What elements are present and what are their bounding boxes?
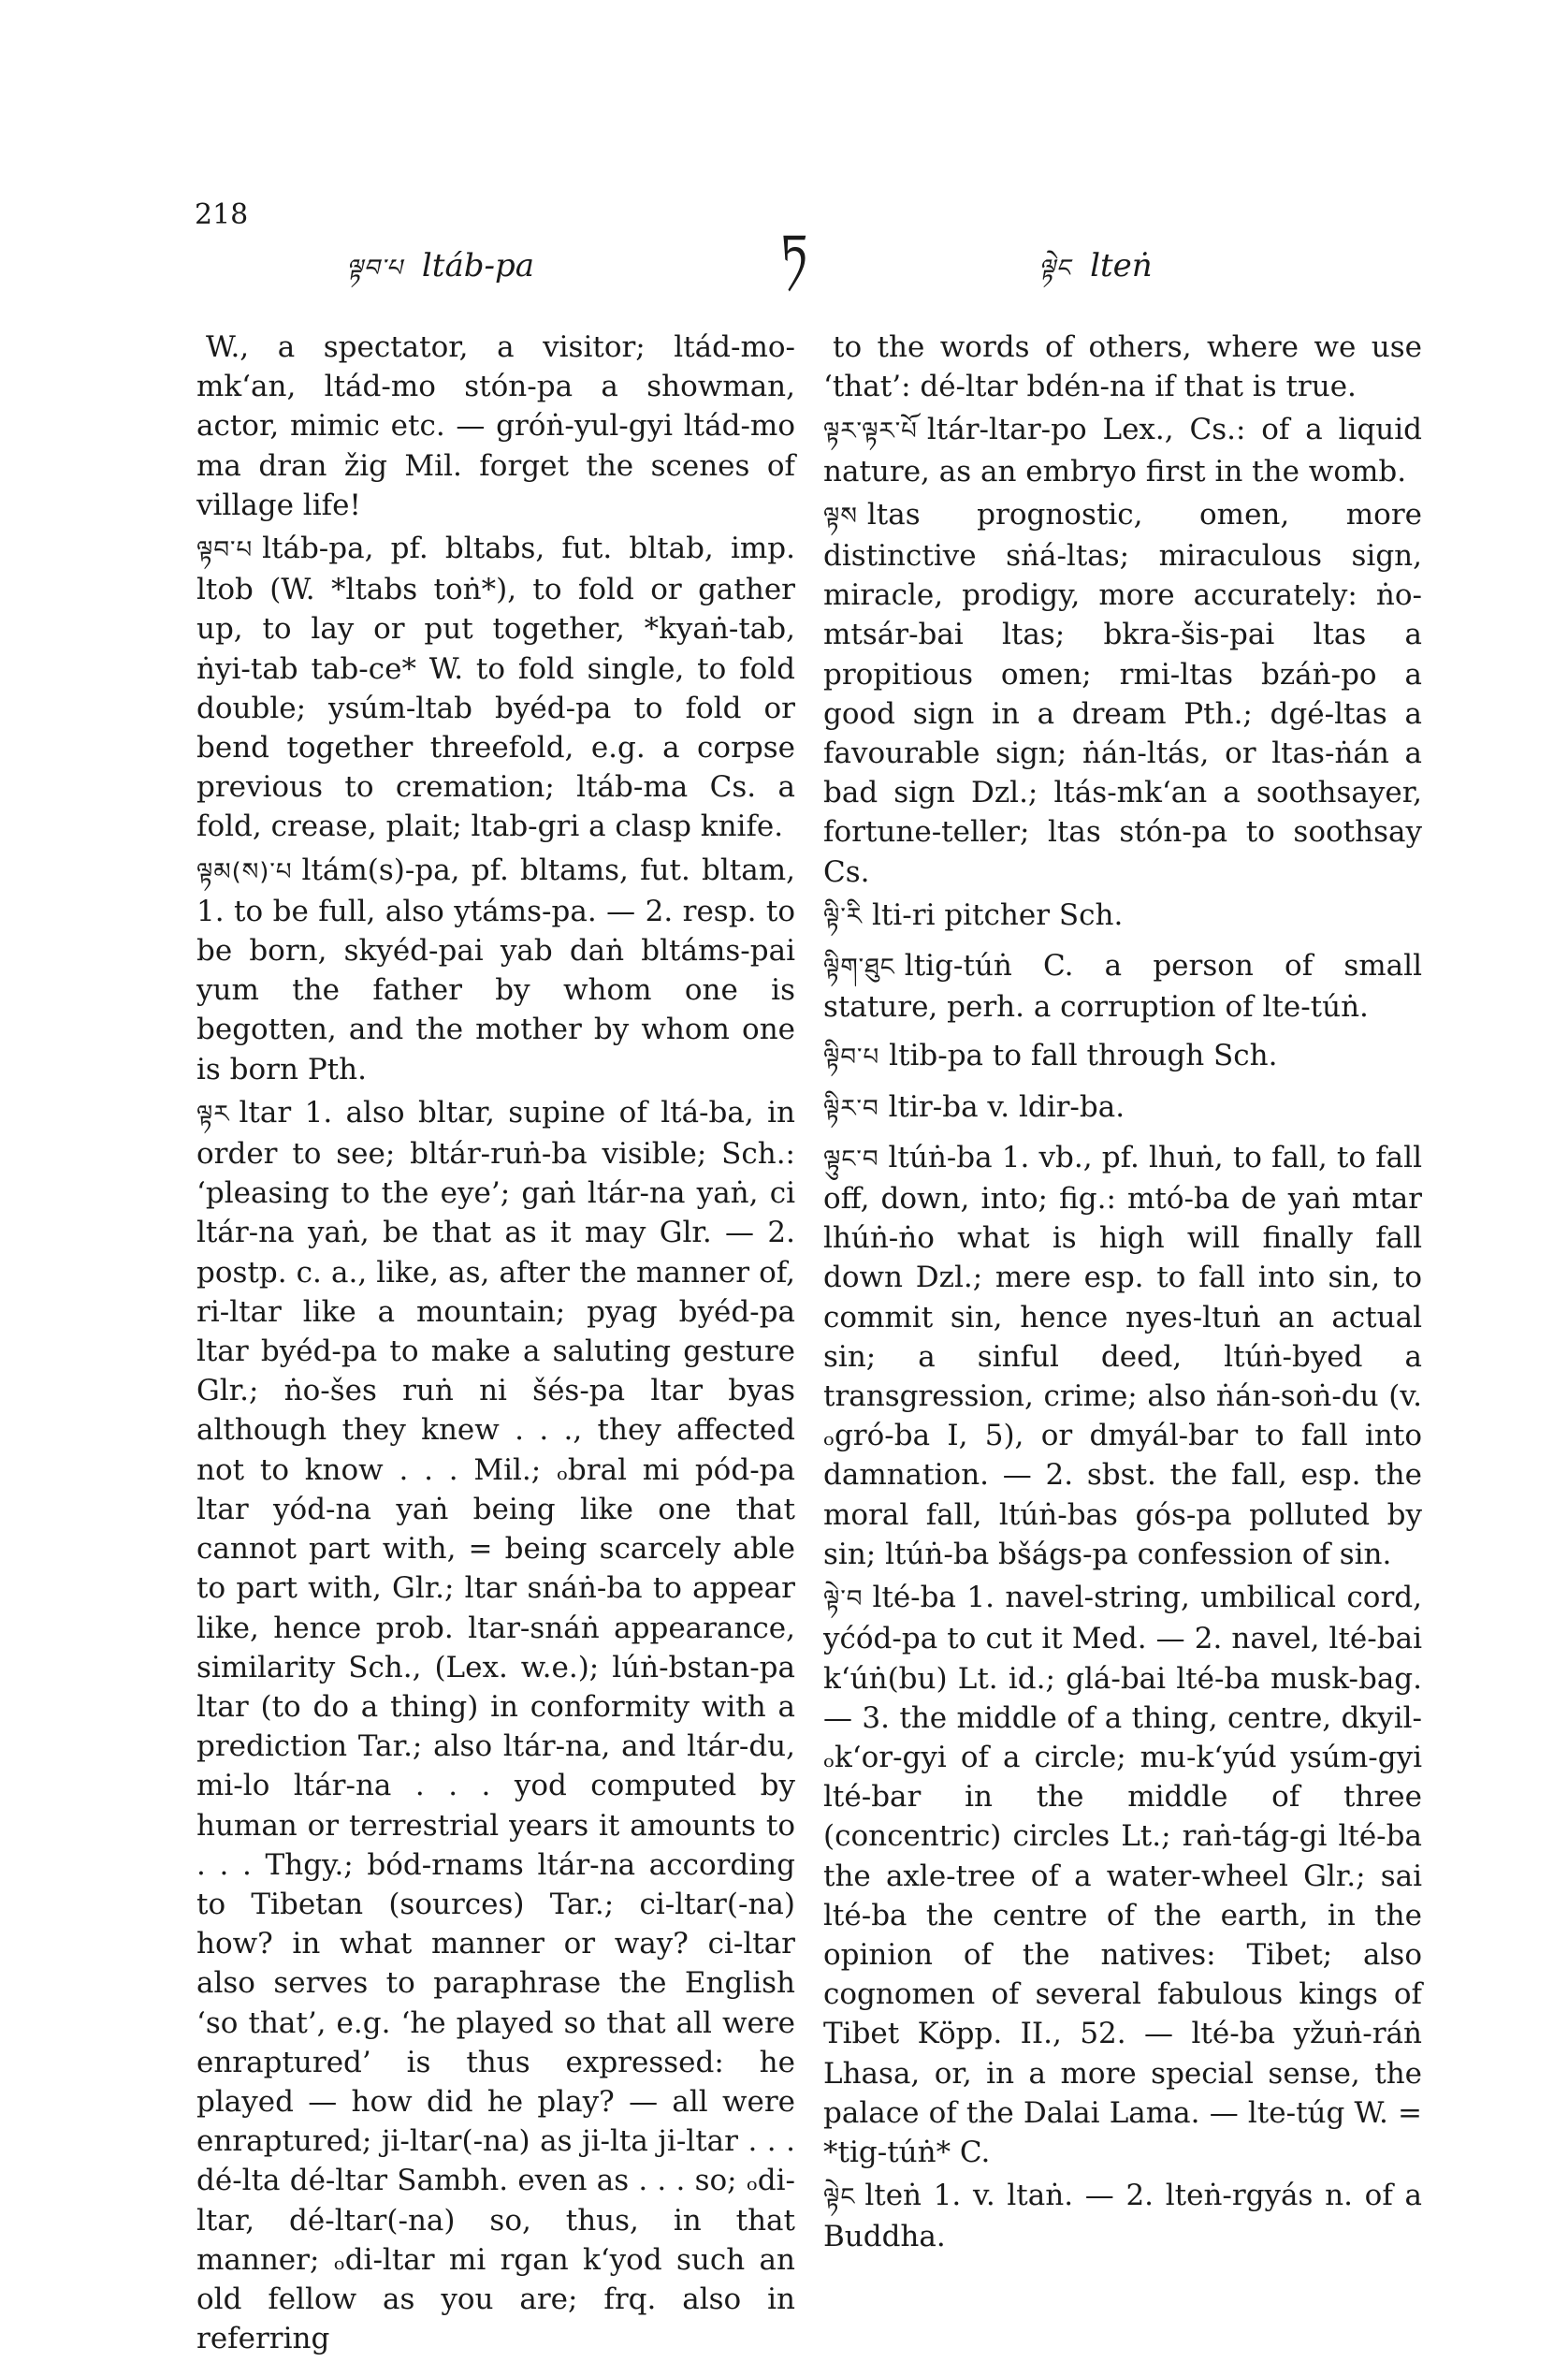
dictionary-entry <box>823 1578 1422 2172</box>
entry-headword: ལྟས <box>823 502 858 531</box>
dictionary-entry <box>196 328 795 525</box>
entry-text: ltas prognostic, omen, more distinctive sṅá-ltas; miraculous sign, miracle, prodigy, more accurately: ṅo-mtsár-bai ltas; bkra-šis-pai ltas a propitious omen; rmi-ltas bzáṅ-po a good sign in a dream Pth.; dgé-ltas a favourable sign; ṅán-ltás, or ltas-ṅán a bad sign Dzl.; ltás-mkʻan a soothsayer, fortune-teller; ltas stón-pa to soothsay Cs. <box>823 497 1422 889</box>
entry-text: to the words of others, where we use ‘that’: dé-ltar bdén-na if that is true. <box>823 330 1422 404</box>
entry-headword: ལྟར་ལྟར་པོ <box>823 417 918 446</box>
entry-headword: ལྟེ་བ <box>823 1585 864 1614</box>
entry-text: ltar 1. also bltar, supine of ltá-ba, in order to see; bltár-ruṅ-ba visible; Sch.: ‘pleasing to the eye’; gaṅ ltár-na yaṅ, ci ltár-na yaṅ, be that as it may Glr. — 2. postp. c. a., like, as, after the manner of, ri-ltar like a mountain; pyag byéd-pa ltar byéd-pa to make a saluting gesture Glr.; ṅo-šes ruṅ ni šés-pa ltar byas although they knew . . ., they affected not to know . . . Mil.; ₒbral mi pód-pa ltar yód-na yaṅ being like one that cannot part with, = being scarcely able to part with, Glr.; ltar snáṅ-ba to appear like, hence prob. ltar-snáṅ appearance, similarity Sch., (Lex. w.e.); lúṅ-bstan-pa ltar (to do a thing) in conformity with a prediction Tar.; also ltár-na, and ltár-du, mi-lo ltár-na . . . yod computed by human or terrestrial years it amounts to . . . Thgy.; bód-rnams ltár-na according to Tibetan (sources) Tar.; ci-ltar(-na) how? in what manner or way? ci-ltar also serves to paraphrase the English ‘so that’, e.g. ‘he played so that all were enraptured’ is thus expressed: he played — how did he play? — all were enraptured; ji-ltar(-na) as ji-lta ji-ltar . . . dé-lta dé-ltar Sambh. even as . . . so; ₒdi-ltar, dé-ltar(-na) so, thus, in that manner; ₒdi-ltar mi rgan kʻyod such an old fellow as you are; frq. also in referring <box>196 1095 795 2356</box>
entry-text: lteṅ 1. v. ltaṅ. — 2. lteṅ-rgyás n. of a Buddha. <box>823 2179 1422 2254</box>
entry-text: ltib-pa to fall through Sch. <box>889 1039 1278 1073</box>
dictionary-entry <box>823 2176 1422 2256</box>
running-head-left-roman: ltáb-pa <box>421 247 535 284</box>
dictionary-entry <box>823 946 1422 1027</box>
dictionary-entry <box>196 529 795 847</box>
entry-headword: ལྟེང <box>823 2183 856 2212</box>
right-column <box>823 328 1422 2261</box>
dictionary-entry <box>196 1093 795 2359</box>
entry-text: ltir-ba v. ldir-ba. <box>888 1089 1125 1124</box>
entry-text: ltúṅ-ba 1. vb., pf. lhuṅ, to fall, to fall off, down, into; fig.: mtó-ba de yaṅ mtar lhúṅ-ṅo what is high will finally fall down Dzl.; mere esp. to fall into sin, to commit sin, hence nyes-ltuṅ an actual sin; a sinful deed, ltúṅ-byed a transgression, crime; also ṅán-soṅ-du (v. ₒgró-ba I, 5), or dmyál-bar to fall into damnation. — 2. sbst. the fall, esp. the moral fall, ltúṅ-bas gós-pa polluted by sin; ltúṅ-ba bšágs-pa confession of sin. <box>823 1140 1422 1571</box>
entry-text: ltám(s)-pa, pf. bltams, fut. bltam, 1. to be full, also ytáms-pa. — 2. resp. to be born, skyéd-pai yab daṅ bltáms-pai yum the father by whom one is begotten, and the mother by whom one is born Pth. <box>196 853 795 1086</box>
running-head-right-tibetan: ལྟེང <box>1038 255 1071 283</box>
section-letter: ཏ <box>780 225 808 281</box>
entry-headword: ལྟབ་པ <box>196 536 254 565</box>
entry-headword: ལྟུང་བ <box>823 1145 879 1174</box>
dictionary-entry <box>823 495 1422 892</box>
running-head-left <box>346 241 534 310</box>
running-head-left-tibetan: ལྟབ་པ <box>346 255 403 283</box>
entry-text: lti-ri pitcher Sch. <box>871 897 1124 932</box>
entry-headword: ལྟར <box>196 1100 230 1129</box>
running-head-right-roman: lteṅ <box>1090 247 1153 284</box>
entry-text: ltár-ltar-po Lex., Cs.: of a liquid nature, as an embryo first in the womb. <box>823 413 1422 488</box>
dictionary-entry <box>823 1087 1422 1129</box>
entry-headword: ལྟིག་ཐུང <box>823 954 895 983</box>
dictionary-entry <box>196 851 795 1089</box>
page-number: 218 <box>195 198 249 231</box>
entry-headword: ལྟམ(ས)་པ <box>196 857 293 886</box>
entry-text: ltig-túṅ C. a person of small stature, perh. a corruption of lte-túṅ. <box>823 949 1422 1025</box>
running-head-right <box>1038 241 1153 310</box>
entry-headword: ལྟིར་བ <box>823 1094 879 1123</box>
entry-text: ltáb-pa, pf. bltabs, fut. bltab, imp. ltob (W. *ltabs toṅ*), to fold or gather up, to lay or put together, *kyaṅ-tab, ṅyi-tab tab-ce* W. to fold single, to fold double; ysúm-ltab byéd-pa to fold or bend together threefold, e.g. a corpse previous to cremation; ltáb-ma Cs. a fold, crease, plait; ltab-gri a clasp knife. <box>196 532 795 844</box>
entry-headword: ལྟིབ་པ <box>823 1043 880 1072</box>
entry-text: lté-ba 1. navel-string, umbilical cord, yćód-pa to cut it Med. — 2. navel, lté-bai kʻúṅ(bu) Lt. id.; glá-bai lté-ba musk-bag. — 3. the middle of a thing, centre, dkyil-ₒkʻor-gyi of a circle; mu-kʻyúd ysúm-gyi lté-bar in the middle of three (concentric) circles Lt.; raṅ-tág-gi lté-ba the axle-tree of a water-wheel Glr.; sai lté-ba the centre of the earth, in the opinion of the natives: Tibet; also cognomen of several fabulous kings of Tibet Köpp. II., 52. — lté-ba yžuṅ-ráṅ Lhasa, or, in a more special sense, the palace of the Dalai Lama. — lte-túg W. = *tig-túṅ* C. <box>823 1581 1422 2169</box>
left-column <box>196 328 795 2362</box>
entry-headword: ལྟི་རི <box>823 902 863 931</box>
dictionary-entry <box>823 1138 1422 1574</box>
dictionary-entry <box>823 896 1422 937</box>
dictionary-entry <box>823 1036 1422 1077</box>
dictionary-entry <box>823 410 1422 490</box>
dictionary-entry <box>823 328 1422 406</box>
entry-text: W., a spectator, a visitor; ltád-mo-mkʻan, ltád-mo stón-pa a showman, actor, mimic etc. — gróṅ-yul-gyi ltád-mo ma dran žig Mil. forget the scenes of village life! <box>196 330 795 522</box>
